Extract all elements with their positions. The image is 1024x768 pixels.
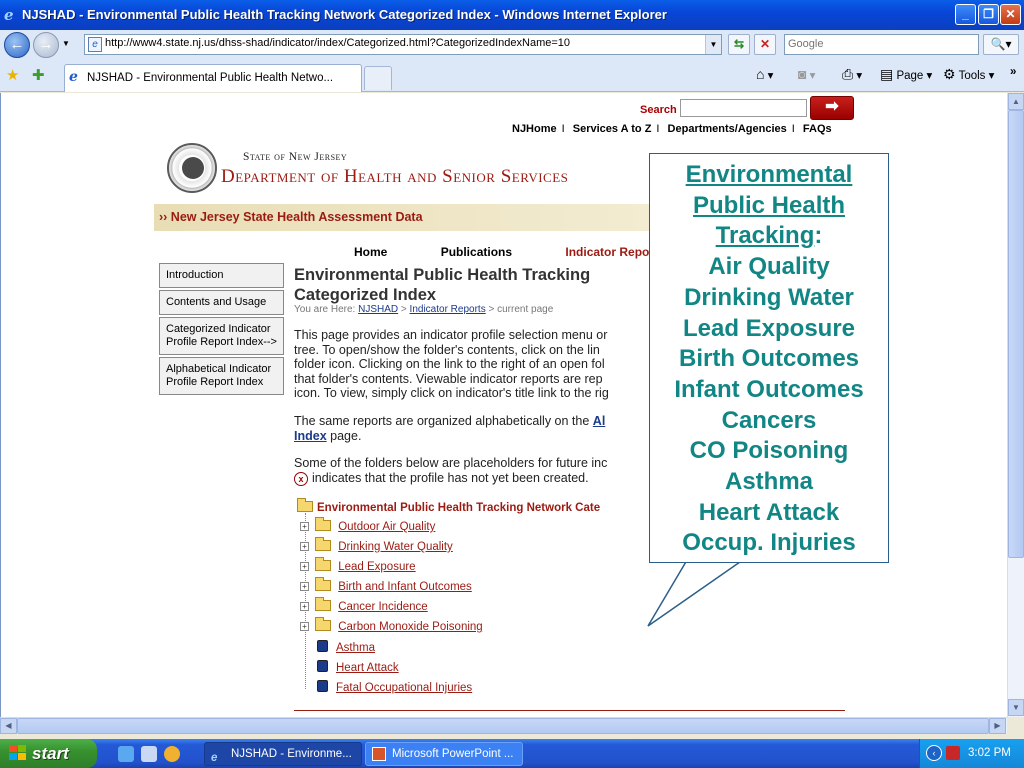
taskbar — [0, 739, 1024, 768]
tree-folder-birth-infant[interactable]: + Birth and Infant Outcomes — [300, 580, 472, 593]
left-nav-introduction[interactable]: Introduction — [159, 263, 284, 288]
task-njshad-browser[interactable]: e NJSHAD - Environme... — [204, 742, 362, 766]
expand-icon: + — [300, 542, 309, 551]
callout-item: Heart Attack — [698, 498, 840, 526]
clock: 3:02 PM — [968, 747, 1011, 759]
tray-acrobat-icon[interactable] — [946, 746, 960, 760]
toolbar-overflow-button[interactable]: » — [1010, 66, 1017, 78]
address-bar[interactable] — [84, 34, 722, 55]
callout-item: Lead Exposure — [682, 314, 856, 342]
folder-icon — [315, 620, 331, 631]
tree-folder-lead-exposure[interactable]: + Lead Exposure — [300, 560, 416, 573]
page-title: Environmental Public Health Tracking Categorized Index — [294, 266, 591, 304]
expand-icon: + — [300, 622, 309, 631]
web-search-input[interactable] — [788, 38, 968, 50]
horizontal-scroll-thumb[interactable] — [17, 718, 989, 734]
scroll-down-icon[interactable]: ▼ — [1008, 699, 1024, 716]
nav-indicator-reports[interactable]: Indicator Repo — [565, 245, 650, 259]
search-box[interactable] — [784, 34, 979, 55]
home-icon[interactable]: ⌂ ▾ — [756, 66, 774, 82]
site-search-input[interactable] — [680, 99, 807, 117]
tree-folder-cancer[interactable]: + Cancer Incidence — [300, 600, 428, 613]
tree-folder-carbon-monoxide[interactable]: + Carbon Monoxide Poisoning — [300, 620, 483, 633]
bottom-divider — [294, 710, 845, 711]
callout-title-line: Tracking — [715, 222, 815, 250]
horizontal-scrollbar[interactable] — [0, 717, 1007, 734]
nj-state-seal-logo — [167, 143, 217, 193]
callout-item: Cancers — [721, 406, 817, 434]
link-services-a-to-z[interactable]: Services A to Z — [572, 123, 652, 135]
forward-button[interactable]: → — [33, 32, 59, 58]
top-links: NJHome I Services A to Z I Departments/Agencies I FAQs — [512, 123, 832, 135]
tab-ie-icon: e — [69, 69, 78, 85]
tree-folder-drinking-water[interactable]: + Drinking Water Quality — [300, 540, 453, 553]
tab-njshad[interactable] — [64, 64, 362, 92]
url-input[interactable] — [105, 37, 705, 49]
report-icon — [317, 640, 328, 652]
favorites-star-icon[interactable]: ★ — [6, 67, 20, 84]
not-created-icon: x — [294, 472, 308, 486]
tab-label: NJSHAD - Environmental Public Health Netwo... — [87, 72, 334, 84]
expand-icon: + — [300, 582, 309, 591]
callout-item: Asthma — [724, 468, 814, 496]
callout-pointer — [645, 555, 765, 631]
breadcrumb: You are Here: NJSHAD > Indicator Reports > current page — [294, 304, 554, 315]
link-departments-agencies[interactable]: Departments/Agencies — [667, 123, 787, 135]
scroll-corner — [1007, 717, 1024, 734]
page-menu[interactable]: ▤ Page ▾ — [880, 66, 933, 82]
placeholder-paragraph: Some of the folders below are placeholders for future inc x indicates that the profile has not yet been created. — [294, 456, 608, 485]
callout-title-line: Public Health — [692, 191, 846, 219]
main-nav — [354, 245, 699, 259]
page-banner — [154, 204, 654, 231]
address-toolbar — [0, 30, 1024, 60]
left-nav — [159, 263, 284, 397]
breadcrumb-njshad[interactable]: NJSHAD — [358, 304, 399, 315]
tree-report-asthma[interactable]: Asthma — [317, 640, 375, 654]
folder-icon — [315, 560, 331, 571]
folder-icon — [315, 540, 331, 551]
department-name: Department of Health and Senior Services — [221, 166, 569, 187]
window-title: NJSHAD - Environmental Public Health Tracking Network Categorized Index - Windows Internet Explorer — [22, 7, 667, 22]
print-icon[interactable]: ⎙ ▾ — [842, 66, 863, 82]
expand-icon: + — [300, 602, 309, 611]
callout-item: Birth Outcomes — [678, 345, 860, 373]
feeds-icon[interactable]: ◙ ▾ — [798, 66, 816, 82]
state-name: State of New Jersey — [243, 151, 348, 163]
window-title-bar[interactable] — [0, 0, 1024, 30]
callout-item: CO Poisoning — [689, 437, 849, 465]
internet-explorer-icon: e — [4, 6, 14, 24]
intro-paragraph: This page provides an indicator profile selection menu or tree. To open/show the folder's contents, click on the lin folder icon. Clicking on the link to the right of an open fol that folder's contents. Viewable indicator reports are rep icon. To view, simply click on indicator's title link to the rig — [294, 328, 609, 400]
start-button[interactable]: start — [0, 739, 97, 768]
close-button[interactable]: ✕ — [1000, 4, 1021, 25]
breadcrumb-indicator-reports[interactable]: Indicator Reports — [409, 304, 486, 315]
powerpoint-task-icon — [372, 747, 386, 761]
page-icon: e — [88, 37, 102, 52]
nav-publications[interactable]: Publications — [440, 245, 513, 259]
expand-icon: + — [300, 562, 309, 571]
refresh-icon[interactable]: ⇆ — [728, 34, 750, 55]
scroll-up-icon[interactable]: ▲ — [1008, 93, 1024, 110]
new-tab-button[interactable] — [364, 66, 392, 90]
alphabetical-paragraph: The same reports are organized alphabetically on the Al Index page. — [294, 414, 606, 443]
alphabetical-index-link-cont[interactable]: Index — [294, 428, 327, 443]
banner-text: ›› New Jersey State Health Assessment Data — [159, 210, 423, 224]
quicklaunch-ie-icon[interactable] — [118, 746, 134, 762]
callout-item: Infant Outcomes — [674, 375, 864, 403]
folder-icon — [315, 520, 331, 531]
vertical-scroll-thumb[interactable] — [1008, 110, 1024, 558]
left-nav-categorized-index[interactable]: Categorized Indicator Profile Report Index--> — [159, 317, 284, 355]
nav-home[interactable]: Home — [354, 245, 388, 259]
site-search-go-button[interactable]: ➡ — [810, 96, 854, 120]
vertical-scrollbar[interactable] — [1007, 93, 1024, 717]
callout-item: Occup. Injuries — [682, 529, 856, 557]
stop-icon[interactable]: ✕ — [754, 34, 776, 55]
task-powerpoint[interactable]: Microsoft PowerPoint ... — [365, 742, 523, 766]
recent-pages-dropdown-icon[interactable]: ▼ — [62, 39, 70, 48]
left-nav-alphabetical-index[interactable]: Alphabetical Indicator Profile Report Index — [159, 357, 284, 395]
link-faqs[interactable]: FAQs — [802, 123, 832, 135]
alphabetical-index-link[interactable]: Al — [592, 414, 606, 428]
folder-icon — [315, 600, 331, 611]
tree-report-heart-attack[interactable]: Heart Attack — [317, 660, 399, 674]
minimize-button[interactable]: _ — [955, 4, 976, 25]
add-favorites-icon[interactable]: ✚ — [32, 67, 45, 84]
windows-logo-icon — [9, 745, 27, 762]
callout-item: Drinking Water — [684, 283, 854, 311]
callout-item: Air Quality — [708, 253, 830, 281]
address-dropdown-icon[interactable]: ▼ — [705, 35, 721, 54]
tray-expand-icon[interactable]: ‹ — [926, 745, 942, 761]
scroll-left-icon[interactable]: ◀ — [0, 718, 17, 734]
report-icon — [317, 660, 328, 672]
left-nav-contents-usage[interactable]: Contents and Usage — [159, 290, 284, 315]
scroll-right-icon[interactable]: ▶ — [989, 718, 1006, 734]
tools-menu[interactable]: ⚙ Tools ▾ — [943, 66, 995, 82]
web-content — [0, 93, 1007, 717]
tree-report-occupational-injuries[interactable]: Fatal Occupational Injuries — [317, 680, 472, 694]
back-button[interactable]: ← — [4, 32, 30, 58]
maximize-button[interactable]: ❐ — [978, 4, 999, 25]
tree-root[interactable]: Environmental Public Health Tracking Network Cate — [297, 501, 600, 514]
ie-task-icon: e — [211, 752, 218, 764]
folder-open-icon — [297, 501, 313, 512]
tab-toolbar — [0, 60, 1024, 92]
search-icon[interactable]: 🔍▾ — [983, 34, 1019, 55]
quicklaunch-outlook-icon[interactable] — [141, 746, 157, 762]
site-search-label: Search — [640, 104, 677, 116]
folder-icon — [315, 580, 331, 591]
expand-icon: + — [300, 522, 309, 531]
link-njhome[interactable]: NJHome — [512, 123, 557, 135]
quicklaunch-media-icon[interactable] — [164, 746, 180, 762]
system-tray — [919, 739, 1024, 768]
tree-folder-outdoor-air[interactable]: + Outdoor Air Quality — [300, 520, 435, 533]
report-icon — [317, 680, 328, 692]
callout-title-line: Environmental — [685, 161, 853, 188]
callout-box: Environmental Public Health Tracking: Air Quality Drinking Water Lead Exposure Birth Outcomes Infant Outcomes Cancers CO Poisoning Asthma Heart Attack Occup. Injuries — [649, 153, 889, 563]
